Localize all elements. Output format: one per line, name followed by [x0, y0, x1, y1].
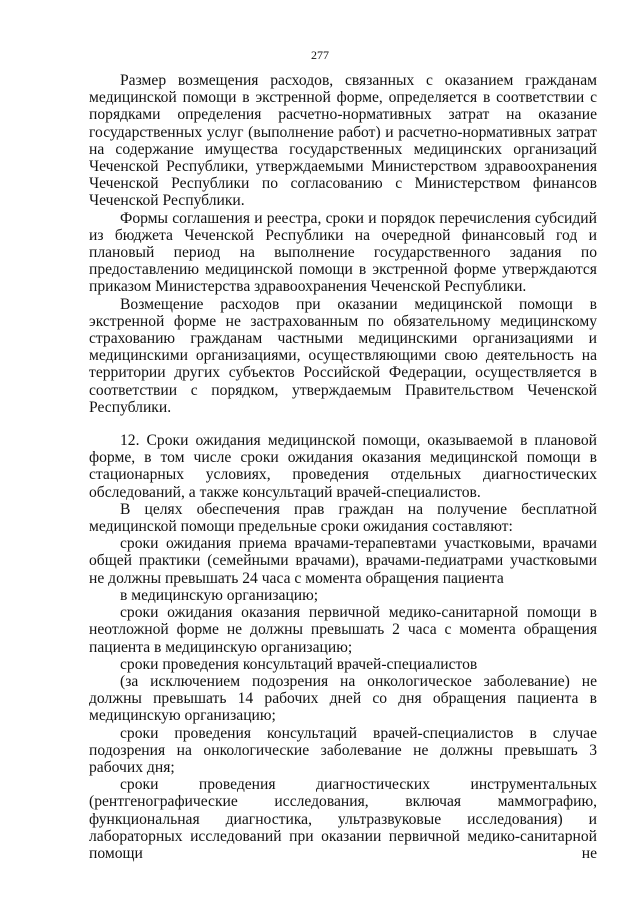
- paragraph-uninsured-compensation: Возмещение расходов при оказании медицинской помощи в экстренной форме не застрахованным по обязательному медицинскому страхованию гражданам частными медицинскими организациями и медицинскими организациями, осуществляющими свою деятельность на территории других субъектов Российской Федерации, осуществляется в соответствии с порядком, утверждаемым Правительством Чеченской Республики.: [89, 295, 597, 416]
- section-12-heading: 12. Сроки ожидания медицинской помощи, оказываемой в плановой форме, в том числе сроки ожидания оказания медицинской помощи в стационарных условиях, проведения отдельных диагностических обследований, а также консультаций врачей-специалистов.: [89, 432, 597, 501]
- paragraph-specialist-consult: сроки проведения консультаций врачей-специалистов: [120, 655, 478, 673]
- paragraph-therapist-wait: сроки ожидания приема врачами-терапевтами участковыми, врачами общей практики (семейными врачами), врачами-педиатрами участковыми не должны превышать 24 часа с момента обращения пациента: [89, 535, 597, 587]
- paragraph-specialist-consult-continued: (за исключением подозрения на онкологическое заболевание) не должны превышать 14 рабочих дней со дня обращения пациента в медицинскую организацию;: [89, 672, 597, 725]
- document-body: [89, 72, 597, 862]
- paragraph-urgent-care-wait: сроки ожидания оказания первичной медико-санитарной помощи в неотложной форме не должны превышать 2 часа с момента обращения пациента в медицинскую организацию;: [89, 604, 597, 656]
- paragraph-therapist-wait-continued: в медицинскую организацию;: [120, 586, 319, 604]
- paragraph-compensation-amount: Размер возмещения расходов, связанных с оказанием гражданам медицинской помощи в экстренной форме, определяется в соответствии с порядками определения расчетно-нормативных затрат на оказание государственных услуг (выполнение работ) и расчетно-нормативных затрат на содержание имущества государственных медицинских организаций Чеченской Республики, утверждаемыми Министерством здравоохранения Чеченской Республики по согласованию с Министерством финансов Чеченской Республики.: [89, 72, 597, 210]
- paragraph-diagnostic-tests: сроки проведения диагностических инструментальных (рентгенографические исследования, включая маммографию, функциональная диагностика, ультразвуковые исследования) и лабораторных исследований при оказании первичной медико-санитарной помощи не: [89, 776, 597, 862]
- page-number: 277: [311, 48, 329, 62]
- paragraph-waiting-limits-intro: В целях обеспечения прав граждан на получение бесплатной медицинской помощи предельные сроки ожидания составляют:: [89, 500, 597, 536]
- paragraph-oncology-consult: сроки проведения консультаций врачей-специалистов в случае подозрения на онкологические заболевание не должны превышать 3 рабочих дня;: [89, 724, 597, 776]
- paragraph-subsidy-forms: Формы соглашения и реестра, сроки и порядок перечисления субсидий из бюджета Чеченской Республики на очередной финансовый год и плановый период на выполнение государственного задания по предоставлению медицинской помощи в экстренной форме утверждаются приказом Министерства здравоохранения Чеченской Республики.: [89, 209, 597, 296]
